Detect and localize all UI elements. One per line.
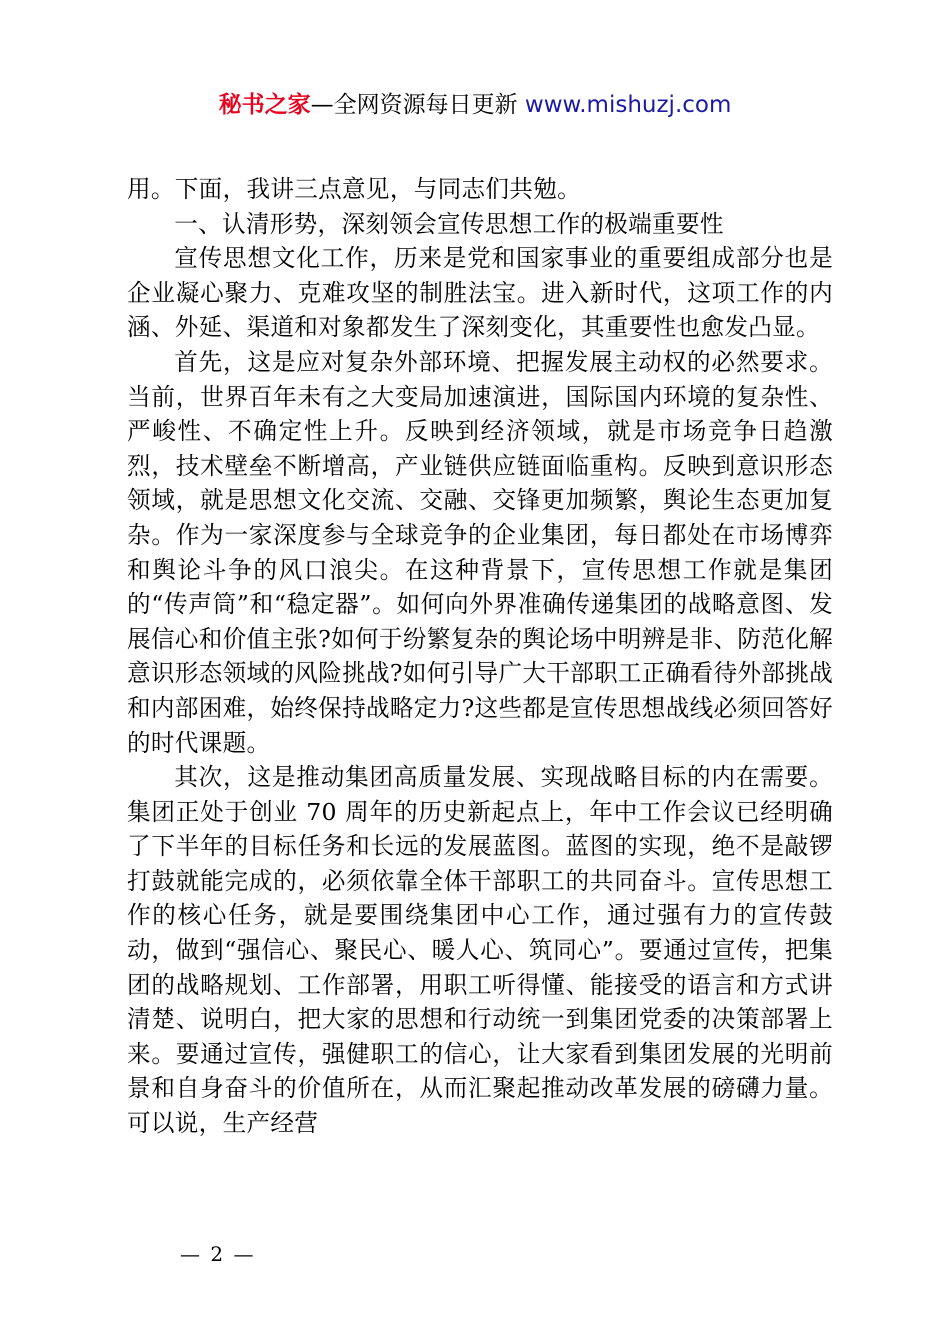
- header-slogan: —全网资源每日更新: [310, 92, 525, 118]
- document-body: [127, 172, 833, 1141]
- site-url-link[interactable]: www.mishuzj.com: [524, 92, 732, 118]
- paragraph: 其次，这是推动集团高质量发展、实现战略目标的内在需要。集团正处于创业 70 周年的历史新起点上，年中工作会议已经明确了下半年的目标任务和长远的发展蓝图。蓝图的实现，绝不是敲锣打鼓就能完成的，必须依靠全体干部职工的共同奋斗。宣传思想工作的核心任务，就是要围绕集团中心工作，通过强有力的宣传鼓动，做到“强信心、聚民心、暖人心、筑同心”。要通过宣传，把集团的战略规划、工作部署，用职工听得懂、能接受的语言和方式讲清楚、说明白，把大家的思想和行动统一到集团党委的决策部署上来。要通过宣传，强健职工的信心，让大家看到集团发展的光明前景和自身奋斗的价值所在，从而汇聚起推动改革发展的磅礴力量。可以说，生产经营: [127, 763, 833, 1138]
- section-heading: 一、认清形势，深刻领会宣传思想工作的极端重要性: [174, 209, 724, 238]
- paragraph: 首先，这是应对复杂外部环境、把握发展主动权的必然要求。当前，世界百年未有之大变局加速演进，国际国内环境的复杂性、严峻性、不确定性上升。反映到经济领域，就是市场竞争日趋激烈，技术壁垒不断增高，产业链供应链面临重构。反映到意识形态领域，就是思想文化交流、交融、交锋更加频繁，舆论生态更加复杂。作为一家深度参与全球竞争的企业集团，每日都处在市场博弈和舆论斗争的风口浪尖。在这种背景下，宣传思想工作就是集团的“传声筒”和“稳定器”。如何向外界准确传递集团的战略意图、发展信心和价值主张?如何于纷繁复杂的舆论场中明辨是非、防范化解意识形态领域的风险挑战?如何引导广大干部职工正确看待外部挑战和内部困难，始终保持战略定力?这些都是宣传思想战线必须回答好的时代课题。: [127, 347, 833, 757]
- paragraph: 宣传思想文化工作，历来是党和国家事业的重要组成部分也是企业凝心聚力、克难攻坚的制胜法宝。进入新时代，这项工作的内涵、外延、渠道和对象都发生了深刻变化，其重要性也愈发凸显。: [127, 244, 833, 342]
- paragraph-continuation: 用。下面，我讲三点意见，与同志们共勉。: [127, 175, 581, 203]
- brand-name: 秘书之家: [218, 92, 311, 118]
- page-number: — 2 —: [180, 1242, 256, 1266]
- page-header: [0, 88, 950, 122]
